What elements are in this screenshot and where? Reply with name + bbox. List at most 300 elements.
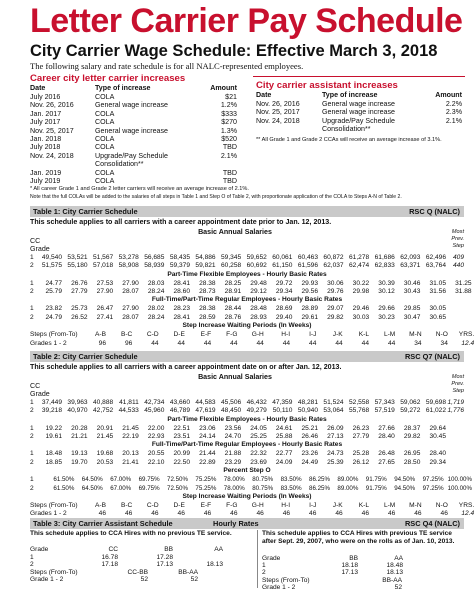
salary-cell: 62,474 xyxy=(349,262,370,270)
weeks-cell: 44 xyxy=(230,339,238,347)
ptf-rate-cell: 28.38 xyxy=(199,279,216,287)
section-annual-heading: Basic Annual Salaries xyxy=(198,228,272,236)
cca-row-date: Nov. 24, 2018 xyxy=(256,116,300,125)
pct-cell: 83.50% xyxy=(280,484,302,492)
cca-left-cell: 18.13 xyxy=(206,561,223,569)
intro-text: The following salary and rate schedule is for all NALC-represented employees. xyxy=(30,61,304,71)
table1-applies: This schedule applies to all carriers with a career appointment date prior to Jan. 12, 2013. xyxy=(30,218,332,226)
grade-cell: 2 xyxy=(30,407,34,415)
ft-rate-cell: 28.59 xyxy=(199,313,216,321)
weeks-cell: 46 xyxy=(177,510,185,518)
ccli-row-type: Upgrade/Pay Schedule xyxy=(95,151,168,160)
grade-cell: 2 xyxy=(30,262,34,270)
ft-rate-cell: 29.82 xyxy=(327,313,344,321)
cca-row-amount: 2.1% xyxy=(445,116,462,125)
ptf-rate-cell: 31.25 xyxy=(455,279,472,287)
table3-right-applies: This schedule applies to CCA Hires with previous TE service after Sept. 29, 2007, who were on the rolls as of Jan. 10, 2013. xyxy=(262,530,455,546)
ft-rate-cell: 29.85 xyxy=(403,305,421,313)
salary-cell: 57,519 xyxy=(374,407,395,415)
cca-row-amount: 2.2% xyxy=(445,100,462,108)
table2-title: Table 2: City Carrier Schedule xyxy=(33,352,138,361)
ccli-row-type: General wage increase xyxy=(95,126,168,135)
grade-cell: 2 xyxy=(30,288,34,295)
grade-label: Grade xyxy=(30,390,50,399)
salary-cell: 62,833 xyxy=(374,262,395,270)
cca-row-type: Upgrade/Pay Schedule xyxy=(322,116,395,125)
ptf-rate-cell: 25.88 xyxy=(275,433,293,440)
most-prev-step-cell: 409 xyxy=(452,253,464,261)
ptf-rate-cell: 26.09 xyxy=(327,424,344,432)
cca-row-type: General wage increase xyxy=(322,108,395,117)
salary-cell: 63,371 xyxy=(400,262,421,270)
pct-cell: 67.00% xyxy=(110,484,132,492)
table3-rsc: RSC Q4 (NALC) xyxy=(404,519,460,528)
most-prev-step-cell: 1,719 xyxy=(447,398,464,406)
salary-cell: 63,764 xyxy=(425,262,446,270)
ft-rate-cell: 26.95 xyxy=(403,450,421,458)
cca-right-step: BB-AA xyxy=(382,576,402,584)
salary-cell: 46,789 xyxy=(169,407,190,415)
ptf-rate-cell: 28.25 xyxy=(224,279,242,287)
salary-cell: 49,279 xyxy=(246,407,267,415)
ft-rate-cell: 29.66 xyxy=(378,305,395,313)
pct-cell: 72.50% xyxy=(167,484,188,492)
ccli-row-type: COLA xyxy=(95,135,115,143)
step-cell: A-B xyxy=(95,331,106,339)
step-cell: N-O xyxy=(435,331,448,339)
ft-rate-cell: 23.29 xyxy=(224,458,242,466)
cca-col-amount: Amount xyxy=(435,91,462,99)
salary-cell: 45,960 xyxy=(144,407,165,415)
grade-label: Grade xyxy=(30,245,50,254)
pct-cell: 78.00% xyxy=(223,476,245,484)
ccli-row-date: July 2017 xyxy=(30,118,61,127)
weeks-cell: 44 xyxy=(256,339,264,347)
ft-rate-cell: 19.13 xyxy=(71,450,88,458)
pct-cell: 64.50% xyxy=(81,484,103,492)
cca-left-cell: 17.13 xyxy=(156,561,173,569)
ccli-note-2: Note that the full COLAs will be added to the salaries of all steps in Table 1 and Step O of Table 2, with proportionate application of the COLA to Steps A-N of Table 2. xyxy=(30,194,402,200)
ptf-rate-cell: 29.64 xyxy=(429,424,446,432)
pct-cell: 86.25% xyxy=(309,476,330,484)
section-ptf-heading: Part-Time Flexible Employees - Hourly Basic Rates xyxy=(167,415,327,423)
ptf-rate-cell: 27.90 xyxy=(122,279,139,287)
pct-cell: 61.50% xyxy=(53,476,75,484)
salary-cell: 45,506 xyxy=(221,398,242,406)
step-cell: L-M xyxy=(383,502,396,509)
steps-label: Steps (From-To) xyxy=(30,331,78,339)
ft-rate-cell: 25.73 xyxy=(71,305,88,313)
ccli-row-type: COLA xyxy=(95,93,115,101)
ptf-rate-cell: 28.41 xyxy=(173,279,190,287)
ptf-rate-cell: 30.12 xyxy=(378,288,395,295)
salary-cell: 60,061 xyxy=(272,253,293,261)
salary-cell: 53,064 xyxy=(323,407,344,415)
step-cell: K-L xyxy=(358,502,369,509)
ptf-rate-cell: 25.21 xyxy=(301,424,318,432)
salary-cell: 59,698 xyxy=(425,398,446,406)
step-cell: YRS. xyxy=(458,502,474,509)
ptf-rate-cell: 21.21 xyxy=(71,433,88,440)
ft-rate-cell: 18.85 xyxy=(45,458,62,466)
most-prev-step-label: Most xyxy=(451,374,464,380)
step-cell: G-H xyxy=(251,331,264,339)
weeks-cell: 46 xyxy=(203,510,212,518)
ptf-rate-cell: 27.66 xyxy=(378,424,395,432)
ptf-rate-cell: 25.25 xyxy=(250,433,267,440)
ptf-rate-cell: 24.77 xyxy=(45,279,62,287)
ccli-row-amount: 1.2% xyxy=(220,101,237,110)
ft-rate-cell: 28.44 xyxy=(224,305,242,313)
ccli-row-date: July 2018 xyxy=(30,143,61,152)
cca-col-date: Date xyxy=(256,91,272,99)
cca-left-grade: Grade 1 - 2 xyxy=(30,576,64,584)
step-cell: YRS. xyxy=(458,331,474,339)
weeks-cell: 12.4 xyxy=(461,339,474,347)
pct-cell: 89.00% xyxy=(337,476,359,484)
ptf-rate-cell: 20.28 xyxy=(71,424,88,432)
ptf-rate-cell: 23.06 xyxy=(199,424,216,432)
cca-right-col: BB xyxy=(349,555,358,562)
salary-cell: 52,558 xyxy=(349,398,370,406)
ft-rate-cell: 18.48 xyxy=(45,450,62,458)
ft-rate-cell: 19.68 xyxy=(96,450,114,458)
weeks-cell: 44 xyxy=(309,339,317,347)
ft-rate-cell: 22.32 xyxy=(250,450,267,458)
step-cell: J-K xyxy=(332,331,343,339)
salary-cell: 59,345 xyxy=(221,253,242,261)
ft-rate-cell: 24.73 xyxy=(327,450,344,458)
ft-rate-cell: 30.23 xyxy=(378,313,395,321)
table3-hourly: Hourly Rates xyxy=(213,519,259,528)
weeks-cell: 46 xyxy=(335,510,343,518)
ccli-row-amount: $270 xyxy=(221,118,237,127)
ptf-rate-cell: 28.37 xyxy=(403,424,421,432)
most-prev-step-label: Prev. xyxy=(451,236,464,242)
ft-rate-cell: 28.48 xyxy=(250,305,267,313)
section-ft-heading: Full-Time/Part-Time Regular Employees - Hourly Basic Rates xyxy=(151,296,343,304)
ccli-row-amount: $333 xyxy=(221,109,237,118)
pct-cell: 91.75% xyxy=(365,476,387,484)
ccli-row-amount: $520 xyxy=(221,135,237,143)
ccli-note-1: * All career Grade 1 and Grade 2 letter carriers will receive an average increase of 2.1%. xyxy=(30,186,249,192)
cca-left-col: AA xyxy=(214,546,223,553)
weeks-cell: 46 xyxy=(414,510,422,518)
ptf-rate-cell: 24.61 xyxy=(275,424,293,432)
grade-cell: 2 xyxy=(30,484,34,492)
step-cell: I-J xyxy=(309,502,317,509)
ft-rate-cell: 27.41 xyxy=(96,313,114,321)
grade-cell: 1 xyxy=(30,476,34,484)
weeks-cell: 46 xyxy=(361,510,369,518)
step-cell: C-D xyxy=(146,502,159,509)
table2-bar xyxy=(30,351,464,362)
weeks-cell: 46 xyxy=(282,510,291,518)
pct-cell: 100.00% xyxy=(447,484,472,492)
grade-cell: 1 xyxy=(30,305,34,313)
step-cell: K-L xyxy=(358,331,369,339)
ptf-rate-cell: 28.07 xyxy=(122,288,139,295)
section-annual-heading: Basic Annual Salaries xyxy=(198,373,272,381)
pct-cell: 64.50% xyxy=(81,476,103,484)
pct-cell: 75.25% xyxy=(195,476,217,484)
weeks-cell: 44 xyxy=(151,339,159,347)
ft-rate-cell: 26.48 xyxy=(378,450,395,458)
most-prev-step-cell: 440 xyxy=(452,262,464,270)
salary-cell: 44,583 xyxy=(195,398,216,406)
table1-title: Table 1: City Carrier Schedule xyxy=(33,207,138,216)
ptf-rate-cell: 27.79 xyxy=(352,433,370,440)
ptf-rate-cell: 26.23 xyxy=(352,424,370,432)
table1-rsc: RSC Q (NALC) xyxy=(409,207,460,216)
ft-rate-cell: 22.50 xyxy=(173,458,190,466)
cca-left-cell: 1 xyxy=(30,553,34,561)
ptf-rate-cell: 22.51 xyxy=(173,424,190,432)
cca-right-cell: 2 xyxy=(262,569,266,577)
pct-cell: 69.75% xyxy=(138,484,160,492)
most-prev-step-label: Prev. xyxy=(451,381,464,387)
ft-rate-cell: 28.69 xyxy=(275,305,293,313)
section-steps-heading: Step Increase Waiting Periods (In Weeks) xyxy=(182,322,312,330)
cca-right-col: Grade xyxy=(262,555,281,562)
weeks-cell: 46 xyxy=(309,510,317,518)
table3-title: Table 3: City Carrier Assistant Schedule xyxy=(33,519,173,528)
ccli-row-amount: 2.1% xyxy=(220,151,237,160)
weeks-cell: 46 xyxy=(98,510,106,518)
salary-cell: 48,281 xyxy=(297,398,318,406)
cca-right-step: Steps (From-To) xyxy=(262,576,310,584)
ft-rate-cell: 29.61 xyxy=(301,313,318,321)
most-prev-step-cell: 1,776 xyxy=(447,407,464,415)
cca-row-type: General wage increase xyxy=(322,100,395,108)
salary-cell: 41,811 xyxy=(119,398,139,406)
step-cell: F-G xyxy=(226,331,238,339)
ptf-rate-cell: 19.22 xyxy=(45,424,62,432)
ft-rate-cell: 28.23 xyxy=(173,305,190,313)
step-cell: E-F xyxy=(200,331,212,339)
ptf-rate-cell: 24.70 xyxy=(224,433,242,440)
grade-cell: 2 xyxy=(30,458,34,466)
pct-cell: 72.50% xyxy=(167,476,188,484)
table3-bar xyxy=(30,518,464,529)
cca-right-cell: 17.13 xyxy=(341,569,358,577)
salary-cell: 54,886 xyxy=(195,253,216,261)
ptf-rate-cell: 29.12 xyxy=(250,288,267,295)
step-cell: C-D xyxy=(146,331,159,339)
grade-cell: 1 xyxy=(30,450,34,458)
cca-col-type: Type of increase xyxy=(322,91,378,99)
salary-cell: 61,686 xyxy=(374,253,395,261)
cca-right-cell: 1 xyxy=(262,562,266,570)
ccli-row-date: Nov. 26, 2016 xyxy=(30,101,74,110)
cca-row-date: Nov. 26, 2016 xyxy=(256,100,300,108)
ptf-rate-cell: 30.46 xyxy=(403,279,421,287)
ptf-rate-cell: 24.14 xyxy=(199,433,216,440)
salary-cell: 40,888 xyxy=(93,398,114,406)
step-cell: M-N xyxy=(409,331,422,339)
cca-left-grade: 52 xyxy=(140,576,148,584)
step-cell: M-N xyxy=(409,502,422,509)
ft-rate-cell: 28.02 xyxy=(147,305,165,313)
weeks-cell: 46 xyxy=(256,510,264,518)
ccli-row-amount: 1.3% xyxy=(220,126,237,135)
salary-cell: 61,596 xyxy=(297,262,318,270)
table2-rsc: RSC Q7 (NALC) xyxy=(404,352,460,361)
ccli-row-date: July 2019 xyxy=(30,177,61,185)
ccli-row-date: Nov. 24, 2018 xyxy=(30,151,74,160)
ccli-heading: Career city letter carrier increases xyxy=(30,73,186,84)
pct-cell: 86.25% xyxy=(309,484,330,492)
ft-rate-cell: 26.47 xyxy=(96,305,114,313)
weeks-cell: 46 xyxy=(151,510,159,518)
cca-row-amount: 2.3% xyxy=(445,108,462,117)
weeks-cell: 44 xyxy=(361,339,369,347)
ft-rate-cell: 20.53 xyxy=(96,458,114,466)
ptf-rate-cell: 29.82 xyxy=(403,433,421,440)
salary-cell: 60,463 xyxy=(297,253,318,261)
ccli-row-type: COLA xyxy=(95,177,115,185)
cca-left-grade: 52 xyxy=(190,576,198,584)
salary-cell: 57,343 xyxy=(374,398,395,406)
step-cell: L-M xyxy=(383,331,396,339)
salary-cell: 37,449 xyxy=(41,398,62,406)
ft-rate-cell: 29.34 xyxy=(429,458,446,466)
cc-label: CC xyxy=(30,237,41,245)
weeks-cell: 46 xyxy=(387,510,396,518)
ft-rate-cell: 19.70 xyxy=(71,458,88,466)
ccli-row-amount: TBD xyxy=(222,177,237,185)
cca-right-cell: 18.13 xyxy=(386,569,403,577)
weeks-cell: 96 xyxy=(124,339,133,347)
ptf-rate-cell: 23.56 xyxy=(224,424,242,432)
ft-rate-cell: 26.12 xyxy=(352,458,370,466)
weeks-cell: 44 xyxy=(203,339,212,347)
table3-divider xyxy=(257,530,258,588)
ft-rate-cell: 30.65 xyxy=(429,313,446,321)
cca-left-step: BB-AA xyxy=(178,568,198,576)
ft-rate-cell: 25.39 xyxy=(327,458,344,466)
salary-cell: 39,963 xyxy=(67,398,88,406)
cca-row-type: Consolidation** xyxy=(322,125,371,134)
grade-cell: 2 xyxy=(30,433,34,440)
ft-rate-cell: 28.24 xyxy=(147,313,165,321)
ft-rate-cell: 21.44 xyxy=(199,450,216,458)
salary-cell: 61,022 xyxy=(425,407,446,415)
ptf-rate-cell: 30.06 xyxy=(327,279,344,287)
most-prev-step-label: Most xyxy=(451,229,464,235)
ft-rate-cell: 24.79 xyxy=(45,313,62,321)
weeks-cell: 12.4 xyxy=(461,510,474,518)
pct-cell: 78.00% xyxy=(223,484,245,492)
cca-heading: City carrier assistant increases xyxy=(256,80,398,91)
salary-cell: 62,093 xyxy=(400,253,421,261)
ptf-rate-cell: 31.88 xyxy=(455,288,472,295)
cca-right-cell: 18.48 xyxy=(386,562,403,570)
salary-cell: 49,540 xyxy=(41,253,62,261)
ccli-row-amount: $21 xyxy=(225,93,237,101)
cca-left-col: BB xyxy=(164,546,173,553)
cca-right-cell: 18.18 xyxy=(341,562,358,570)
ccli-row-date: Nov. 25, 2017 xyxy=(30,126,74,135)
salary-cell: 42,752 xyxy=(93,407,114,415)
ft-rate-cell: 28.76 xyxy=(224,313,242,321)
ft-rate-cell: 20.55 xyxy=(147,450,165,458)
salary-cell: 40,970 xyxy=(67,407,88,415)
ft-rate-cell: 29.07 xyxy=(327,305,344,313)
salary-cell: 53,521 xyxy=(67,253,88,261)
ft-rate-cell: 29.46 xyxy=(352,305,370,313)
salary-cell: 57,018 xyxy=(93,262,114,270)
pct-cell: 80.75% xyxy=(252,476,274,484)
ptf-rate-cell: 28.60 xyxy=(173,288,190,295)
most-prev-step-label: Step xyxy=(452,388,464,394)
ptf-rate-cell: 28.03 xyxy=(147,279,165,287)
step-cell: A-B xyxy=(95,502,106,509)
ptf-rate-cell: 31.05 xyxy=(429,279,446,287)
step-cell: H-I xyxy=(281,331,291,339)
salary-cell: 62,037 xyxy=(323,262,344,270)
ptf-rate-cell: 30.45 xyxy=(429,433,446,440)
salary-cell: 59,272 xyxy=(400,407,421,415)
ft-rate-cell: 30.47 xyxy=(403,313,421,321)
salary-cell: 61,150 xyxy=(272,262,293,270)
ft-rate-cell: 27.65 xyxy=(378,458,395,466)
ft-rate-cell: 23.82 xyxy=(45,305,62,313)
cca-left-step: Steps (From-To) xyxy=(30,568,78,576)
salary-cell: 50,940 xyxy=(297,407,318,415)
ft-rate-cell: 20.13 xyxy=(122,450,139,458)
ptf-rate-cell: 28.40 xyxy=(378,433,395,440)
ft-rate-cell: 30.03 xyxy=(352,313,370,321)
ptf-rate-cell: 29.48 xyxy=(250,279,267,287)
weeks-cell: 44 xyxy=(282,339,291,347)
salary-cell: 51,524 xyxy=(323,398,344,406)
step-cell: E-F xyxy=(200,502,212,509)
ft-rate-cell: 20.99 xyxy=(173,450,190,458)
grades-label: Grades 1 - 2 xyxy=(30,510,67,518)
salary-cell: 58,939 xyxy=(144,262,165,270)
step-cell: G-H xyxy=(251,502,264,509)
grade-cell: 1 xyxy=(30,279,34,287)
salary-cell: 56,685 xyxy=(144,253,165,261)
ft-rate-cell: 28.40 xyxy=(429,450,446,458)
pct-cell: 89.00% xyxy=(337,484,359,492)
weeks-cell: 96 xyxy=(98,339,106,347)
step-cell: H-I xyxy=(281,502,291,509)
ptf-rate-cell: 29.93 xyxy=(301,279,318,287)
ft-rate-cell: 25.28 xyxy=(352,450,370,458)
ptf-rate-cell: 27.13 xyxy=(327,433,344,440)
ptf-rate-cell: 30.39 xyxy=(378,279,395,287)
cca-left-step: CC-BB xyxy=(127,568,148,576)
salary-cell: 48,450 xyxy=(221,407,242,415)
ft-rate-cell: 28.41 xyxy=(173,313,190,321)
ccli-row-date: Jan. 2018 xyxy=(30,135,62,143)
weeks-cell: 46 xyxy=(440,510,448,518)
salary-cell: 39,218 xyxy=(41,407,62,415)
ptf-rate-cell: 23.51 xyxy=(173,433,190,440)
ccli-row-date: Jan. 2019 xyxy=(30,168,62,177)
ft-rate-cell: 28.07 xyxy=(122,313,139,321)
ft-rate-cell: 26.52 xyxy=(71,313,88,321)
step-cell: N-O xyxy=(435,502,448,509)
salary-cell: 53,278 xyxy=(118,253,139,261)
ptf-rate-cell: 27.90 xyxy=(96,288,114,295)
ptf-rate-cell: 29.76 xyxy=(327,288,344,295)
salary-cell: 47,619 xyxy=(195,407,216,415)
salary-cell: 51,575 xyxy=(41,262,62,270)
ptf-rate-cell: 26.46 xyxy=(301,433,318,440)
